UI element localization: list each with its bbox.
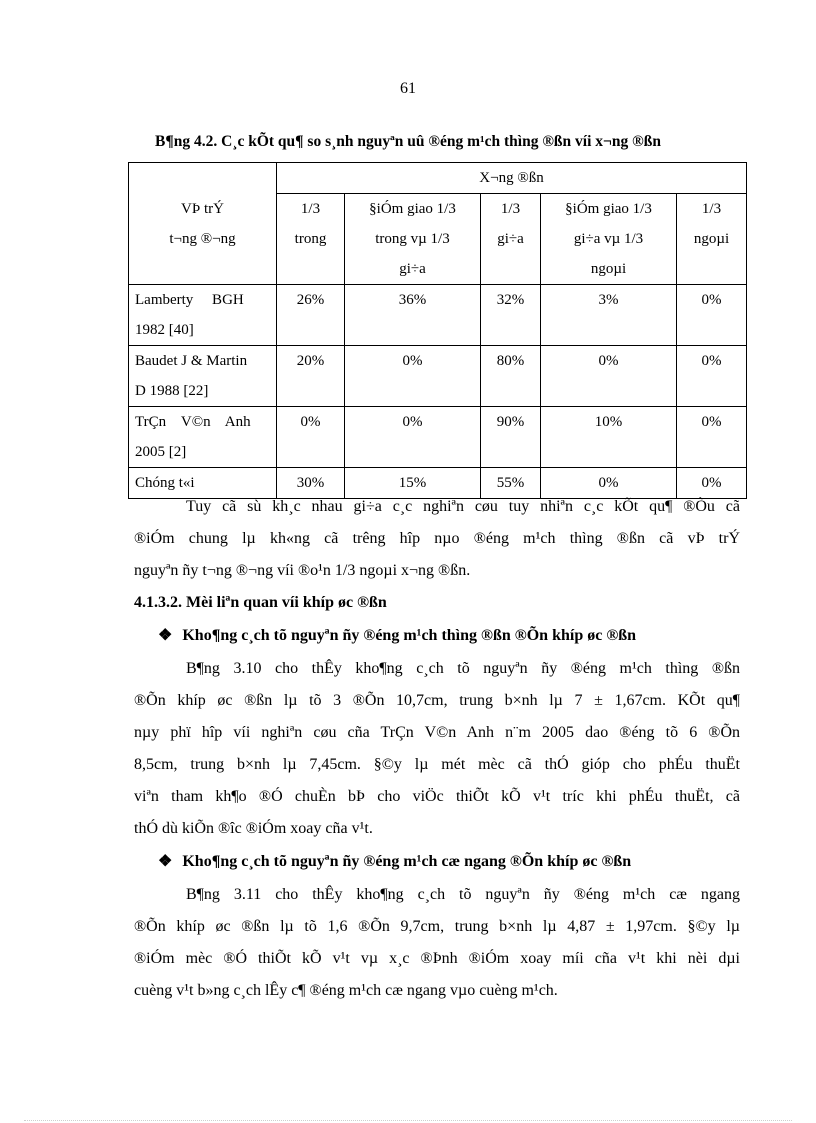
row-label-line: D 1988 [22] (135, 383, 209, 399)
page-number: 61 (400, 80, 416, 97)
column-header-line: ngoµi (693, 231, 730, 247)
paragraph-line: ®iÓm mèc ®Ó thiÕt kÕ v¹t vµ x¸c ®Þnh ®iÓm xoay míi cña v¹t khi nèi dµi (134, 950, 740, 967)
table-row (129, 346, 747, 407)
group-header-cell: X¬ng ®ßn (277, 163, 747, 194)
paragraph-line: thÓ dù kiÕn ®îc ®iÓm xoay cña v¹t. (134, 820, 373, 837)
table-cell: 55% (481, 468, 541, 499)
paragraph-line: ®Õn khíp øc ®ßn lµ tõ 1,6 ®Õn 9,7cm, trung b×nh lµ 4,87 ± 1,97cm. §©y lµ (134, 918, 740, 935)
section-heading: 4.1.3.2. Mèi liªn quan víi khíp øc ®ßn (134, 594, 387, 611)
table-cell: 0% (677, 407, 747, 468)
row-label-line: Chóng t«i (135, 475, 195, 491)
column-header-line: 1/3 (300, 201, 321, 217)
row-header-cell (129, 163, 277, 285)
table-cell: 36% (345, 285, 481, 346)
table-cell: 0% (541, 346, 677, 407)
paragraph-line: nguyªn ñy t¬ng ®¬ng víi ®o¹n 1/3 ngoµi x¬ng ®ßn. (134, 562, 471, 579)
column-header-line: §iÓm giao 1/3 (369, 201, 456, 217)
table-cell: 30% (277, 468, 345, 499)
column-header-line: gi÷a vµ 1/3 (573, 231, 644, 247)
table-row (129, 285, 747, 346)
bullet-heading (134, 846, 740, 878)
results-table (128, 162, 747, 499)
column-header-line: trong vµ 1/3 (375, 231, 450, 247)
table-cell: 90% (481, 407, 541, 468)
paragraph-line: viªn tham kh¶o ®Ó chuÈn bÞ cho viÖc thiÕt kÕ v¹t tríc khi phÉu thuËt, cã (134, 788, 740, 805)
column-header (345, 194, 481, 285)
paragraph-line: cuèng v¹t b»ng c¸ch lÊy c¶ ®éng m¹ch cæ ngang vµo cuèng m¹ch. (134, 982, 558, 999)
row-label-line: 1982 [40] (135, 322, 194, 338)
bullet-heading (134, 620, 740, 652)
table-cell: 0% (277, 407, 345, 468)
table-cell: 0% (541, 468, 677, 499)
paragraph-comparison (134, 491, 740, 587)
row-label-cell (129, 285, 277, 346)
page-bottom-divider (24, 1120, 792, 1121)
column-header-line: gi÷a (399, 261, 426, 277)
paragraph-line: ®iÓm chung lµ kh«ng cã trêng hîp nµo ®éng m¹ch thìng ®ßn cã vÞ trÝ (134, 530, 740, 547)
table-cell: 0% (677, 346, 747, 407)
table-cell: 3% (541, 285, 677, 346)
bullet-text: Kho¶ng c¸ch tõ nguyªn ñy ®éng m¹ch cæ ngang ®Õn khíp øc ®ßn (182, 853, 632, 870)
table-caption: B¶ng 4.2. C¸c kÕt qu¶ so s¸nh nguyªn uû ®éng m¹ch thìng ®ßn víi x¬ng ®ßn (155, 133, 661, 150)
table-header-group-row (129, 163, 747, 194)
table-cell: 0% (345, 346, 481, 407)
four-diamond-bullet-icon: ❖ (158, 627, 173, 644)
table-cell: 0% (677, 285, 747, 346)
row-header-line: VÞ trÝ (181, 200, 224, 217)
paragraph-table-3-11 (134, 879, 740, 1007)
paragraph-table-3-10 (134, 653, 740, 845)
column-header-line: 1/3 (701, 201, 722, 217)
row-header-line: t¬ng ®¬ng (169, 230, 236, 247)
row-label-cell (129, 407, 277, 468)
column-header (277, 194, 345, 285)
row-label-line: 2005 [2] (135, 444, 187, 460)
table-cell: 0% (677, 468, 747, 499)
table-cell: 10% (541, 407, 677, 468)
column-header-line: trong (294, 231, 327, 247)
row-label-line: Baudet J & Martin (135, 353, 248, 369)
column-header-line: gi÷a (497, 231, 524, 247)
paragraph-line: nµy phï hîp víi nghiªn cøu cña TrÇn V©n Anh n¨m 2005 dao ®éng tõ 6 ®Õn (134, 724, 740, 741)
column-header-line: ngoµi (590, 261, 627, 277)
column-header-line: 1/3 (500, 201, 521, 217)
table-cell: 0% (345, 407, 481, 468)
paragraph-line: ®Õn khíp øc ®ßn lµ tõ 3 ®Õn 10,7cm, trung b×nh lµ 7 ± 1,67cm. KÕt qu¶ (134, 692, 740, 709)
paragraph-line: Tuy cã sù kh¸c nhau gi÷a c¸c nghiªn cøu tuy nhiªn c¸c kÕt qu¶ ®Òu cã (186, 498, 740, 515)
paragraph-line: 8,5cm, trung b×nh lµ 7,45cm. §©y lµ mét mèc cã thÓ gióp cho phÉu thuËt (134, 756, 740, 773)
table-cell: 20% (277, 346, 345, 407)
table-cell: 32% (481, 285, 541, 346)
table-cell: 80% (481, 346, 541, 407)
column-header (481, 194, 541, 285)
bullet-text: Kho¶ng c¸ch tõ nguyªn ñy ®éng m¹ch thìng ®ßn ®Õn khíp øc ®ßn (182, 627, 637, 644)
column-header (677, 194, 747, 285)
four-diamond-bullet-icon: ❖ (158, 853, 173, 870)
row-label-line: TrÇn V©n Anh (135, 414, 251, 430)
column-header (541, 194, 677, 285)
table-row (129, 407, 747, 468)
row-label-line: Lamberty BGH (135, 292, 244, 308)
column-header-line: §iÓm giao 1/3 (565, 201, 652, 217)
row-label-cell (129, 346, 277, 407)
paragraph-line: B¶ng 3.11 cho thÊy kho¶ng c¸ch tõ nguyªn ñy ®éng m¹ch cæ ngang (186, 886, 740, 903)
table-cell: 15% (345, 468, 481, 499)
paragraph-line: B¶ng 3.10 cho thÊy kho¶ng c¸ch tõ nguyªn ñy ®éng m¹ch thìng ®ßn (186, 660, 740, 677)
table-cell: 26% (277, 285, 345, 346)
